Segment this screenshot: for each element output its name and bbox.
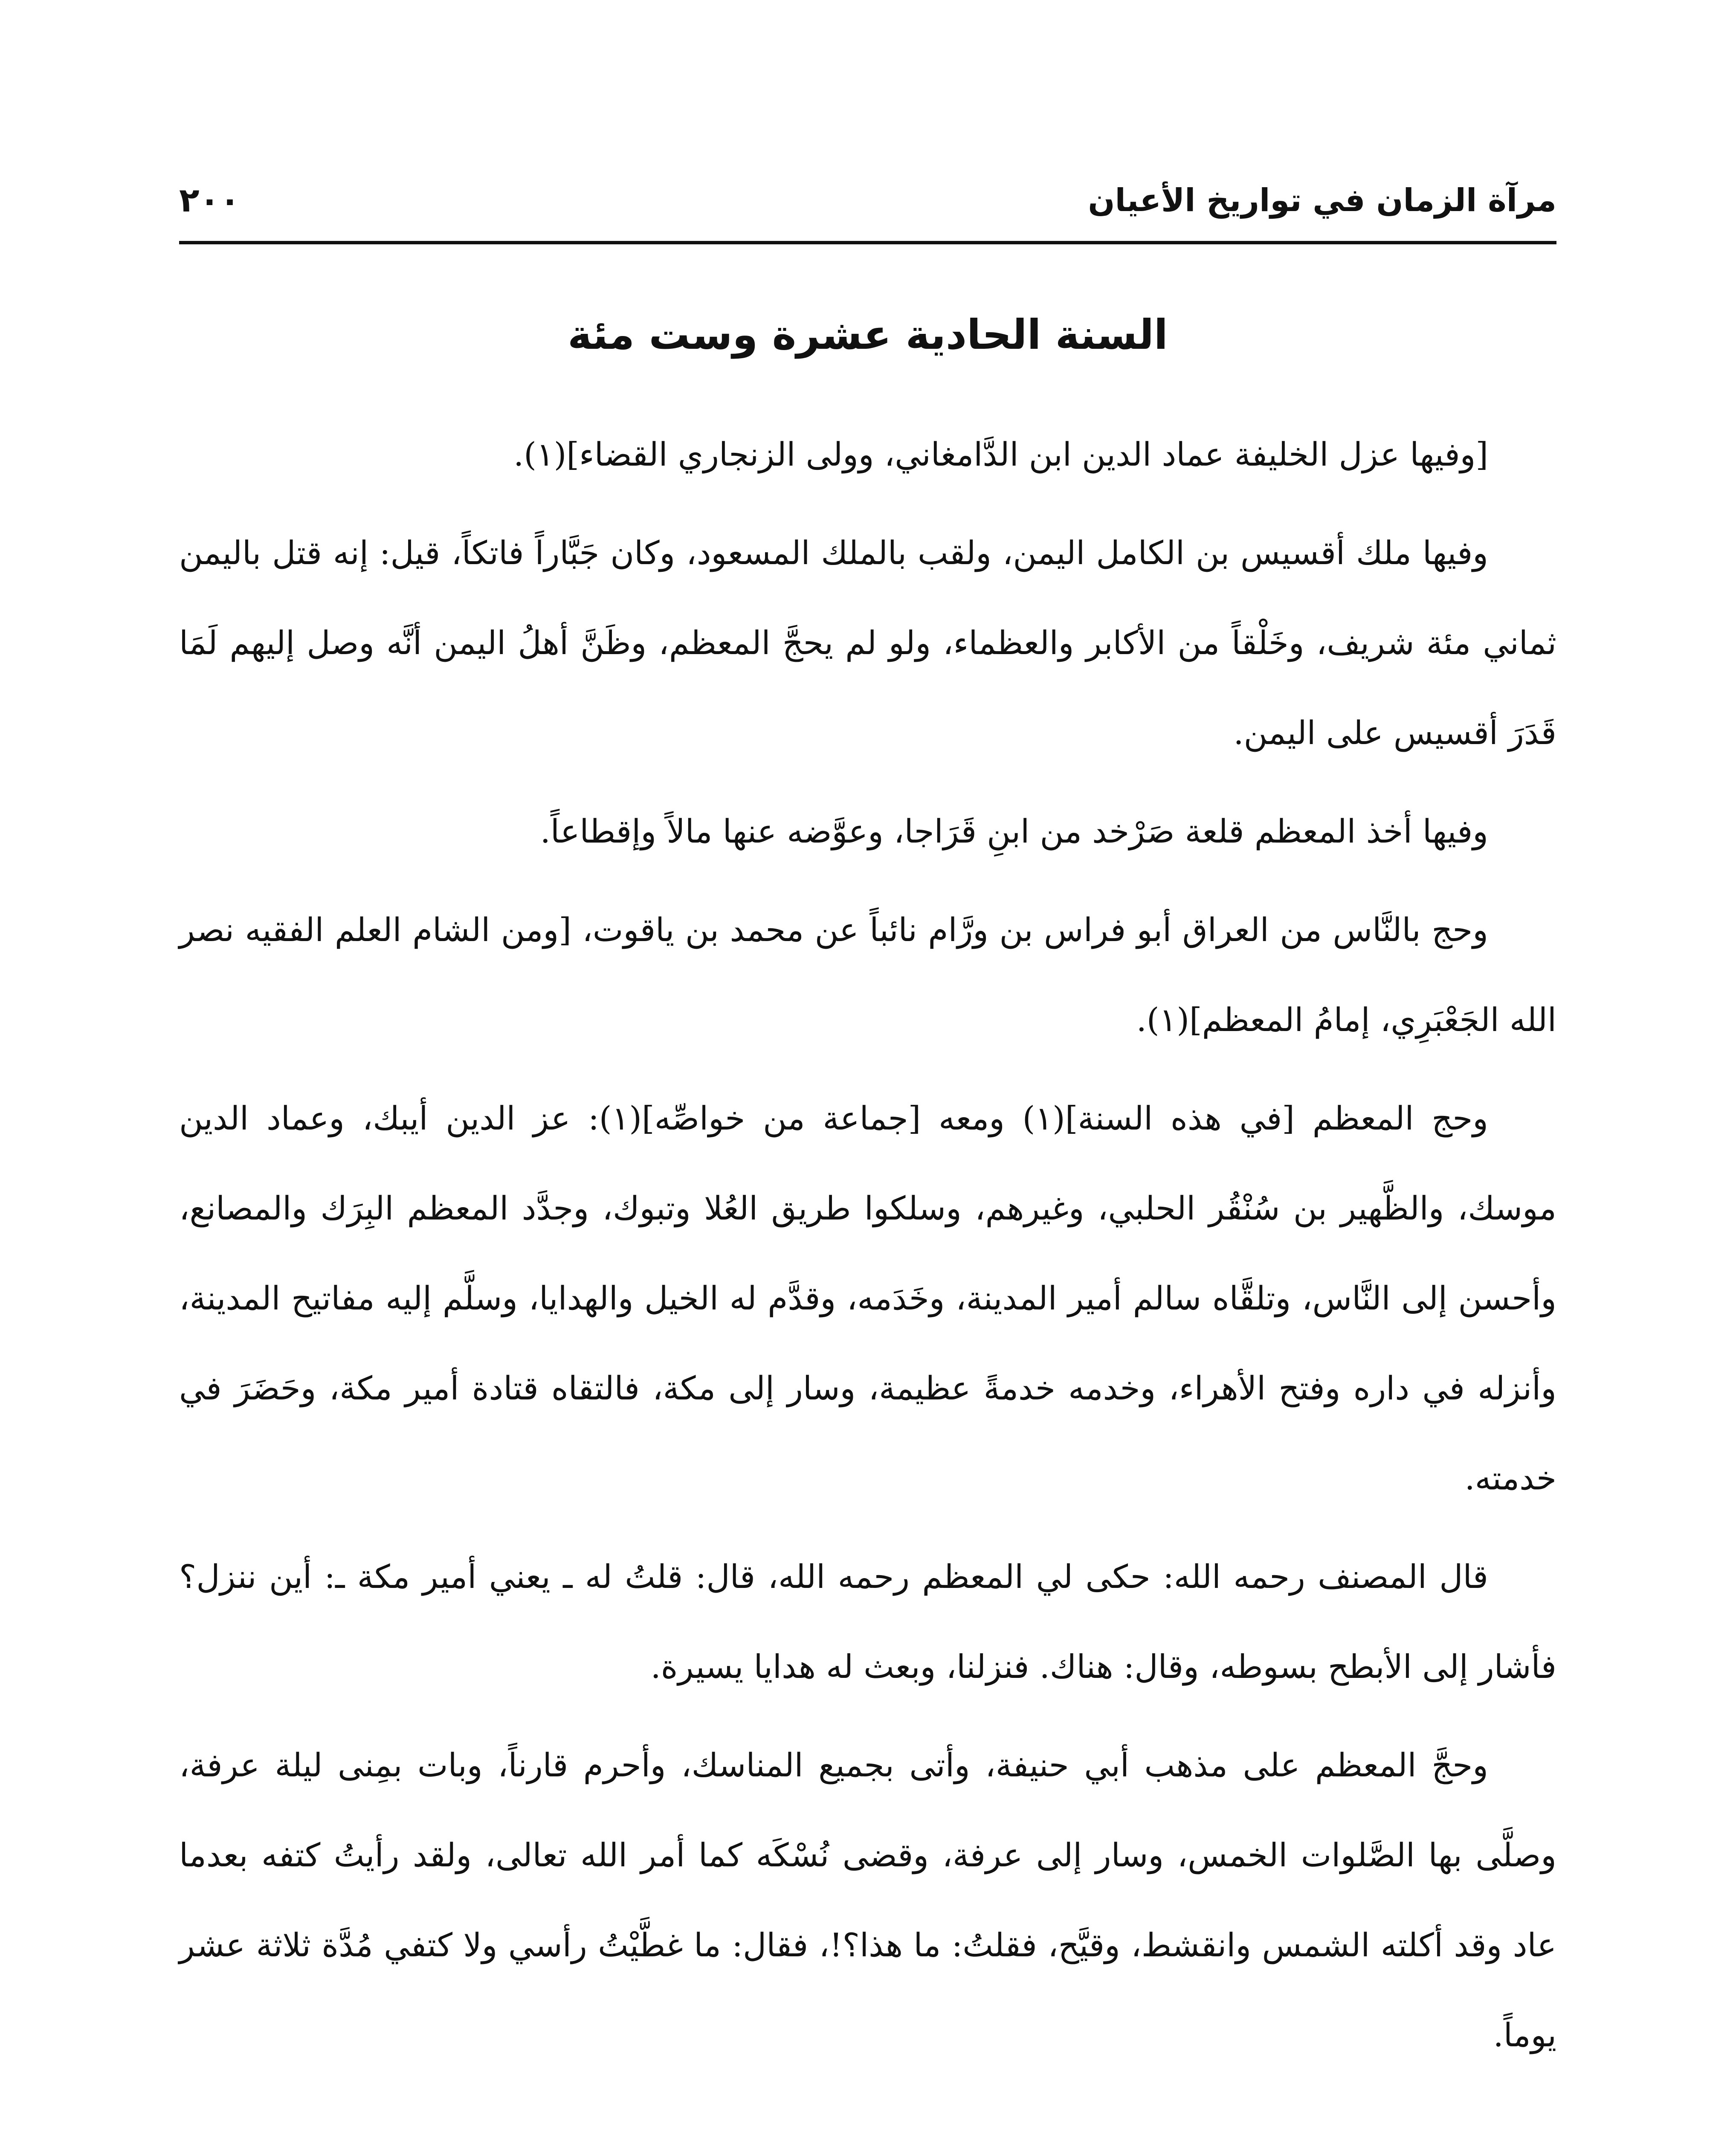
paragraph-2: وفيها ملك أقسيس بن الكامل اليمن، ولقب بالملك المسعود، وكان جَبَّاراً فاتكاً، قيل: إنه قتل باليمن ثماني مئة شريف، وخَلْقاً من الأكابر والعظماء، ولو لم يحجَّ المعظم، وظَنَّ أهلُ اليمن أنَّه وصل إليهم لَمَا قَدَرَ أقسيس على اليمن. — [179, 534, 1556, 752]
paragraph-3: وفيها أخذ المعظم قلعة صَرْخد من ابنِ قَرَاجا، وعوَّضه عنها مالاً وإقطاعاً. — [540, 812, 1488, 850]
page-number: ٢٠٠ — [179, 181, 240, 220]
paragraph-5: وحج المعظم [في هذه السنة](١) ومعه [جماعة من خواصِّه](١): عز الدين أيبك، وعماد الدين موسك، والظَّهير بن سُنْقُر الحلبي، وغيرهم، وسلكوا طريق العُلا وتبوك، وجدَّد المعظم البِرَك والمصانع، وأحسن إلى النَّاس، وتلقَّاه سالم أمير المدينة، وخَدَمه، وقدَّم له الخيل والهدايا، وسلَّم إليه مفاتيح المدينة، وأنزله في داره وفتح الأهراء، وخدمه خدمةً عظيمة، وسار إلى مكة، فالتقاه قتادة أمير مكة، وحَضَرَ في خدمته. — [179, 1099, 1556, 1497]
header-rule — [179, 241, 1556, 244]
header-title: مرآة الزمان في تواريخ الأعيان — [1088, 182, 1556, 219]
paragraph-4: وحج بالنَّاس من العراق أبو فراس بن ورَّام نائباً عن محمد بن ياقوت، [ومن الشام العلم الفقيه نصر الله الجَعْبَرِي، إمامُ المعظم](١). — [179, 911, 1556, 1039]
paragraph-1: [وفيها عزل الخليفة عماد الدين ابن الدَّامغاني، وولى الزنجاري القضاء](١). — [513, 435, 1488, 473]
chapter-title: السنة الحادية عشرة وست مئة — [568, 311, 1168, 359]
paragraph-7: وحجَّ المعظم على مذهب أبي حنيفة، وأتى بجميع المناسك، وأحرم قارناً، وبات بمِنى ليلة عرفة، وصلَّى بها الصَّلوات الخمس، وسار إلى عرفة، وقضى نُسْكَه كما أمر الله تعالى، ولقد رأيتُ كتفه بعدما عاد وقد أكلته الشمس وانقشط، وقيَّح، فقلتُ: ما هذا؟!، فقال: ما غطَّيْتُ رأسي ولا كتفي مُدَّة ثلاثة عشر يوماً. — [179, 1746, 1557, 2054]
paragraph-6: قال المصنف رحمه الله: حكى لي المعظم رحمه الله، قال: قلتُ له ـ يعني أمير مكة ـ: أين ننزل؟ فأشار إلى الأبطح بسوطه، وقال: هناك. فنزلنا، وبعث له هدايا يسيرة. — [179, 1558, 1556, 1686]
body-text — [179, 409, 1556, 2089]
running-header — [179, 168, 1556, 232]
